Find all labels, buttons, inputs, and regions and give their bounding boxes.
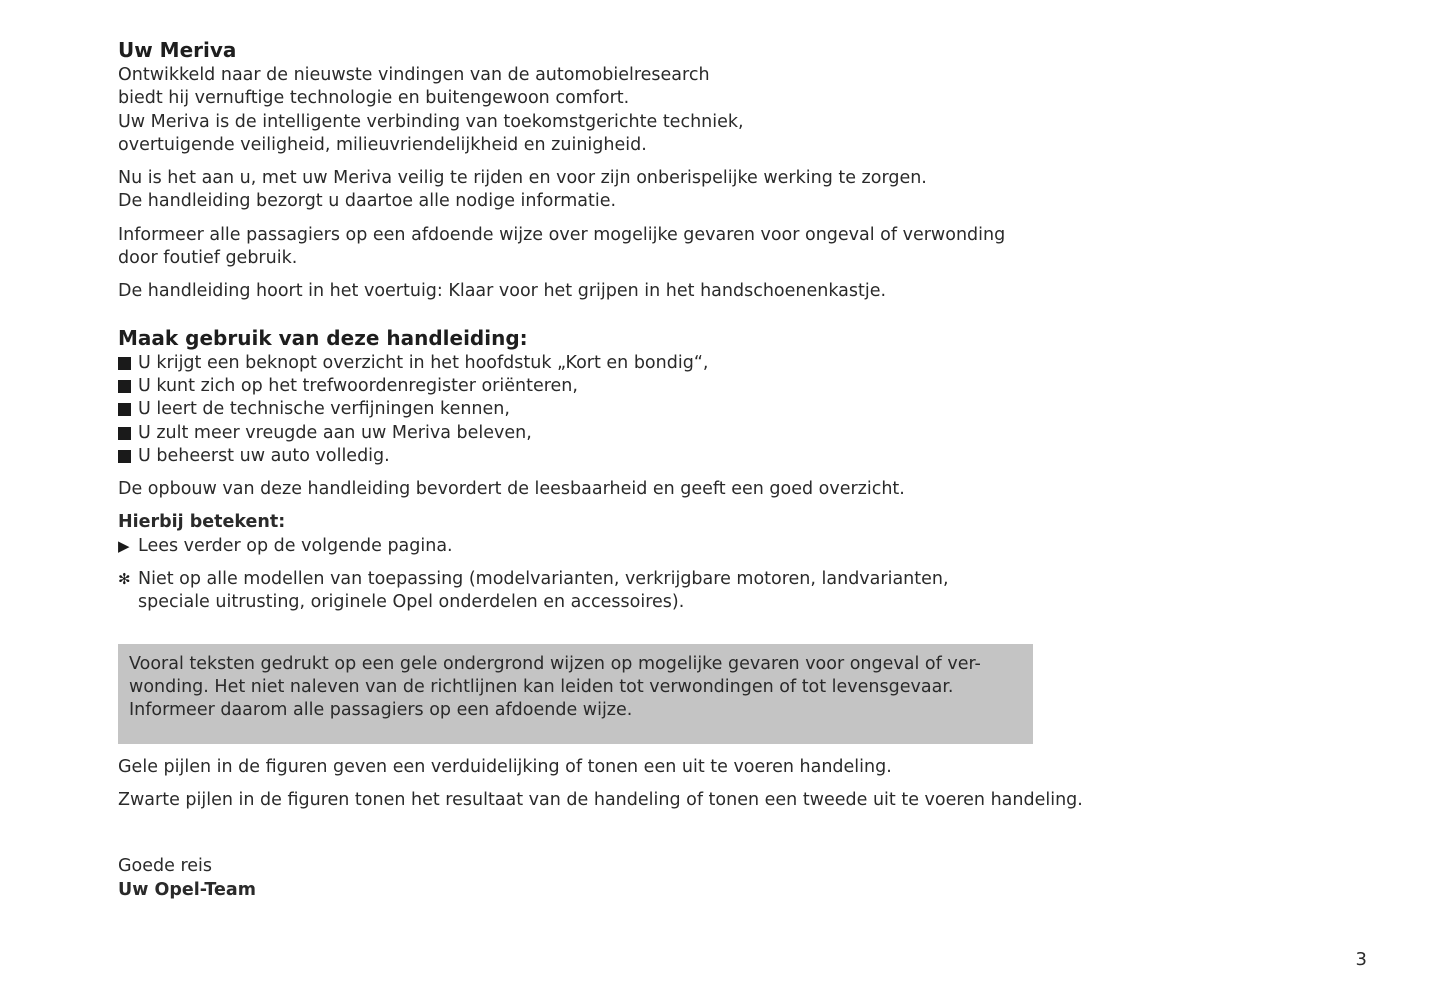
warning-text: Vooral teksten gedrukt op een gele ondergrond wijzen op mogelijke gevaren voor ongeval of ver- wonding. Het niet naleven van de richtlijnen kan leiden tot verwondingen of tot levensgevaar. Informeer daarom alle passagiers op een afdoende wijze. [129, 653, 981, 721]
square-bullet-icon [118, 380, 131, 393]
intro-paragraph-1: Ontwikkeld naar de nieuwste vindingen van de automobielresearch biedt hij vernuftige technologie en buitengewoon comfort. Uw Meriva is de intelligente verbinding van toekomstgerichte techniek, overtuigende veiligheid, milieuvriendelijkheid en zuinigheid. [118, 65, 744, 155]
black-arrows-text: Zwarte pijlen in de figuren tonen het resultaat van de handeling of tonen een tweede uit te voeren handeling. [118, 789, 1083, 810]
usage-heading: Maak gebruik van deze handleiding: [118, 325, 528, 350]
intro-paragraph-3: Informeer alle passagiers op een afdoende wijze over mogelijke gevaren voor ongeval of verwonding door foutief gebruik. [118, 224, 1006, 269]
list-item: U krijgt een beknopt overzicht in het hoofdstuk „Kort en bondig“, [118, 352, 1178, 375]
legend-item-continue: ▶ Lees verder op de volgende pagina. [118, 535, 1178, 558]
signoff-team: Uw Opel-Team [118, 879, 256, 900]
square-bullet-icon [118, 357, 131, 370]
square-bullet-icon [118, 450, 131, 463]
structure-text: De opbouw van deze handleiding bevordert de leesbaarheid en geeft een goed overzicht. [118, 479, 905, 500]
page-content [118, 36, 1178, 902]
intro-heading: Uw Meriva [118, 38, 237, 62]
list-item: U zult meer vreugde aan uw Meriva beleven, [118, 422, 1178, 445]
intro-paragraph-4: De handleiding hoort in het voertuig: Klaar voor het grijpen in het handschoenenkastje. [118, 281, 887, 302]
warning-box [118, 644, 1033, 744]
arrow-right-icon: ▶ [118, 536, 130, 555]
usage-bullet-list [118, 352, 1178, 468]
page-number: 3 [1355, 949, 1367, 970]
intro-paragraph-2: Nu is het aan u, met uw Meriva veilig te rijden en voor zijn onberispelijke werking te zorgen. De handleiding bezorgt u daartoe alle nodige informatie. [118, 168, 927, 212]
asterisk-icon: ✻ [118, 570, 131, 589]
square-bullet-icon [118, 403, 131, 416]
list-item: U kunt zich op het trefwoordenregister oriënteren, [118, 375, 1178, 398]
list-item: U leert de technische verfijningen kennen, [118, 398, 1178, 421]
signoff-greeting: Goede reis [118, 856, 213, 877]
list-item: U beheerst uw auto volledig. [118, 445, 1178, 468]
yellow-arrows-text: Gele pijlen in de figuren geven een verduidelijking of tonen een uit te voeren handeling. [118, 756, 892, 777]
legend-item-optional: ✻ Niet op alle modellen van toepassing (modelvarianten, verkrijgbare motoren, landvarianten, speciale uitrusting, originele Opel onderdelen en accessoires). [118, 569, 949, 613]
legend-title: Hierbij betekent: [118, 512, 286, 533]
square-bullet-icon [118, 427, 131, 440]
